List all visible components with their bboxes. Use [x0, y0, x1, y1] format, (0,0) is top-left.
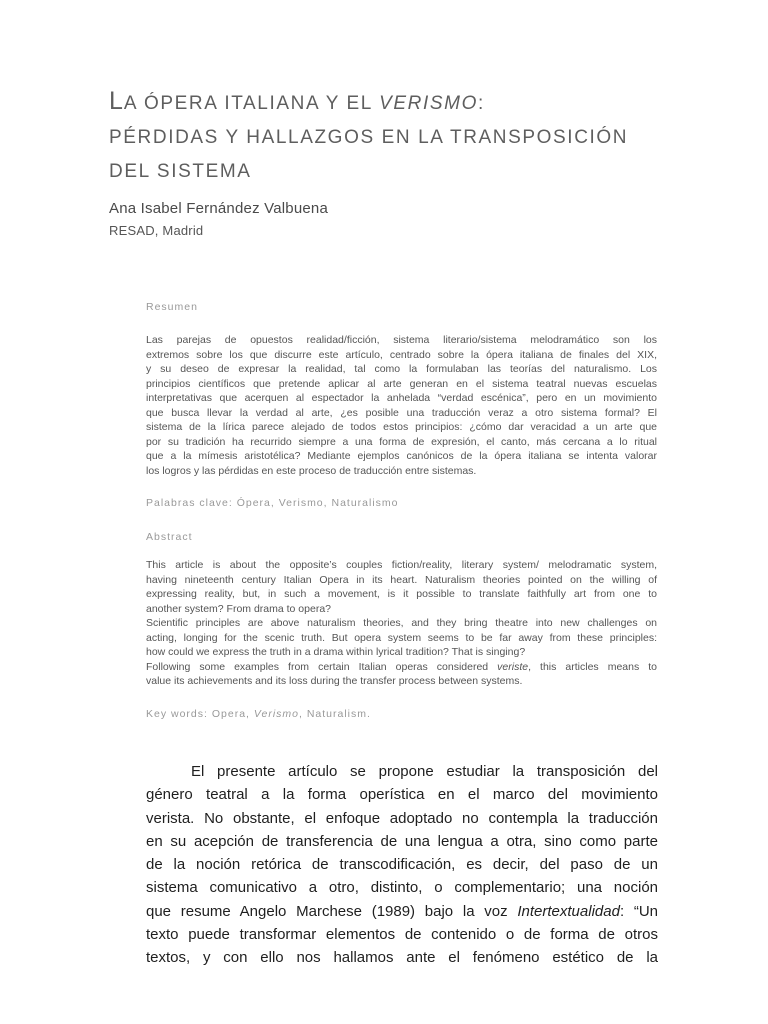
key-words-emphasis: Verismo — [253, 708, 299, 720]
abstract-emphasis: veriste — [497, 660, 529, 673]
resumen-heading: Resumen — [146, 301, 198, 313]
abstract-line-text: , this articles means to — [528, 660, 657, 673]
body-line: texto puede transformar elementos de contenido o de forma de otros — [146, 926, 658, 944]
abstract-line: another system? From drama to opera? — [146, 602, 332, 615]
title-line-1 — [109, 84, 709, 121]
body-line: de la noción retórica de transcodificación, es decir, del paso de un — [146, 856, 658, 874]
resumen-text — [146, 333, 657, 478]
abstract-line: value its achievements and its loss during the transfer process between systems. — [146, 675, 523, 687]
resumen-line: sistema de la lírica parece alejado de todos estos principios: ¿cómo dar veracidad a un arte que — [146, 421, 657, 433]
resumen-line: Las parejas de opuestos realidad/ficción, sistema literario/sistema melodramático son los — [146, 334, 657, 346]
body-line: sistema comunicativo a otro, distinto, o complementario; una noción — [146, 879, 658, 897]
key-words-prefix: Key words: Opera, — [146, 708, 254, 720]
abstract-line — [146, 660, 657, 675]
title-initial-cap: L — [109, 87, 124, 115]
body-line — [146, 900, 658, 923]
resumen-line: por su tradición ha recurrido siempre a una forma de expresión, el canto, más cercana a lo ritual — [146, 435, 657, 448]
abstract-text — [146, 558, 657, 689]
body-line: textos, y con ello nos hallamos ante el fenómeno estético de la — [146, 949, 658, 967]
key-words-suffix: , Naturalism. — [299, 708, 371, 720]
abstract-line: how could we express the truth in a drama within lyrical tradition? That is singing? — [146, 646, 526, 658]
title-line-2: PÉRDIDAS Y HALLAZGOS EN LA TRANSPOSICIÓN — [109, 127, 629, 148]
body-line: en su acepción de transferencia de una lengua a otra, sino como parte — [146, 832, 658, 850]
resumen-line: y su deseo de expresar la realidad, tal como la formulaban las teorías del naturalismo. Los — [146, 363, 657, 375]
body-line: género teatral a la forma operística en el marco del movimiento — [146, 786, 658, 804]
article-title — [109, 84, 709, 189]
resumen-line: interpretativas que acerquen al espectador la anhelada “verdad escénica”, pero en un movimiento — [146, 392, 657, 404]
resumen-line: que a la mímesis aristotélica? Mediante ejemplos canónicos de la ópera italiana se intenta valorar — [146, 450, 657, 462]
abstract-line: having nineteenth century Italian Opera in its heart. Naturalism theories pointed on the willing of — [146, 573, 657, 586]
abstract-line-text: Following some examples from certain Italian operas considered — [146, 660, 498, 673]
abstract-line: expressing reality, but, in such a movement, is it possible to translate faithfully art from one to — [146, 588, 657, 600]
resumen-line: extremos sobre los que discurre este artículo, centrado sobre la ópera italiana de finales del XIX, — [146, 348, 657, 361]
abstract-line: This article is about the opposite’s couples fiction/reality, literary system/ melodramatic system, — [146, 559, 657, 571]
author-name: Ana Isabel Fernández Valbuena — [109, 200, 329, 217]
body-line: verista. No obstante, el enfoque adoptado no contempla la traducción — [146, 809, 658, 827]
body-emphasis: Intertextualidad — [517, 902, 620, 920]
resumen-label — [146, 301, 657, 313]
resumen-line: principios científicos que pretende aplicar al arte generan en el sistema teatral nuevas escuelas — [146, 377, 657, 390]
title-text-a: A ÓPERA ITALIANA Y EL — [123, 93, 380, 114]
title-colon: : — [477, 93, 485, 114]
title-line-3: DEL SISTEMA — [109, 161, 252, 182]
body-line-text: que resume Angelo Marchese (1989) bajo la voz — [146, 902, 518, 920]
palabras-clave: Palabras clave: Ópera, Verismo, Naturalismo — [146, 497, 399, 509]
abstract-line: acting, longing for the scenic truth. But opera system seems to be far away from these principles: — [146, 631, 657, 644]
author-affiliation: RESAD, Madrid — [109, 223, 204, 238]
abstract-line: Scientific principles are above naturalism theories, and they bring theatre into new challenges on — [146, 617, 657, 629]
body-line-text: : “Un — [619, 902, 659, 920]
resumen-line: los logros y las pérdidas en este proceso de traducción entre sistemas. — [146, 464, 477, 477]
abstract-heading: Abstract — [146, 531, 193, 543]
key-words — [146, 708, 657, 720]
resumen-line: que busca llevar la verdad al arte, ¿es posible una traducción veraz a otro sistema formal? El — [146, 406, 657, 419]
title-emphasis: VERISMO — [379, 93, 478, 114]
body-line: El presente artículo se propone estudiar la transposición del — [191, 763, 658, 780]
body-paragraph — [146, 760, 658, 970]
